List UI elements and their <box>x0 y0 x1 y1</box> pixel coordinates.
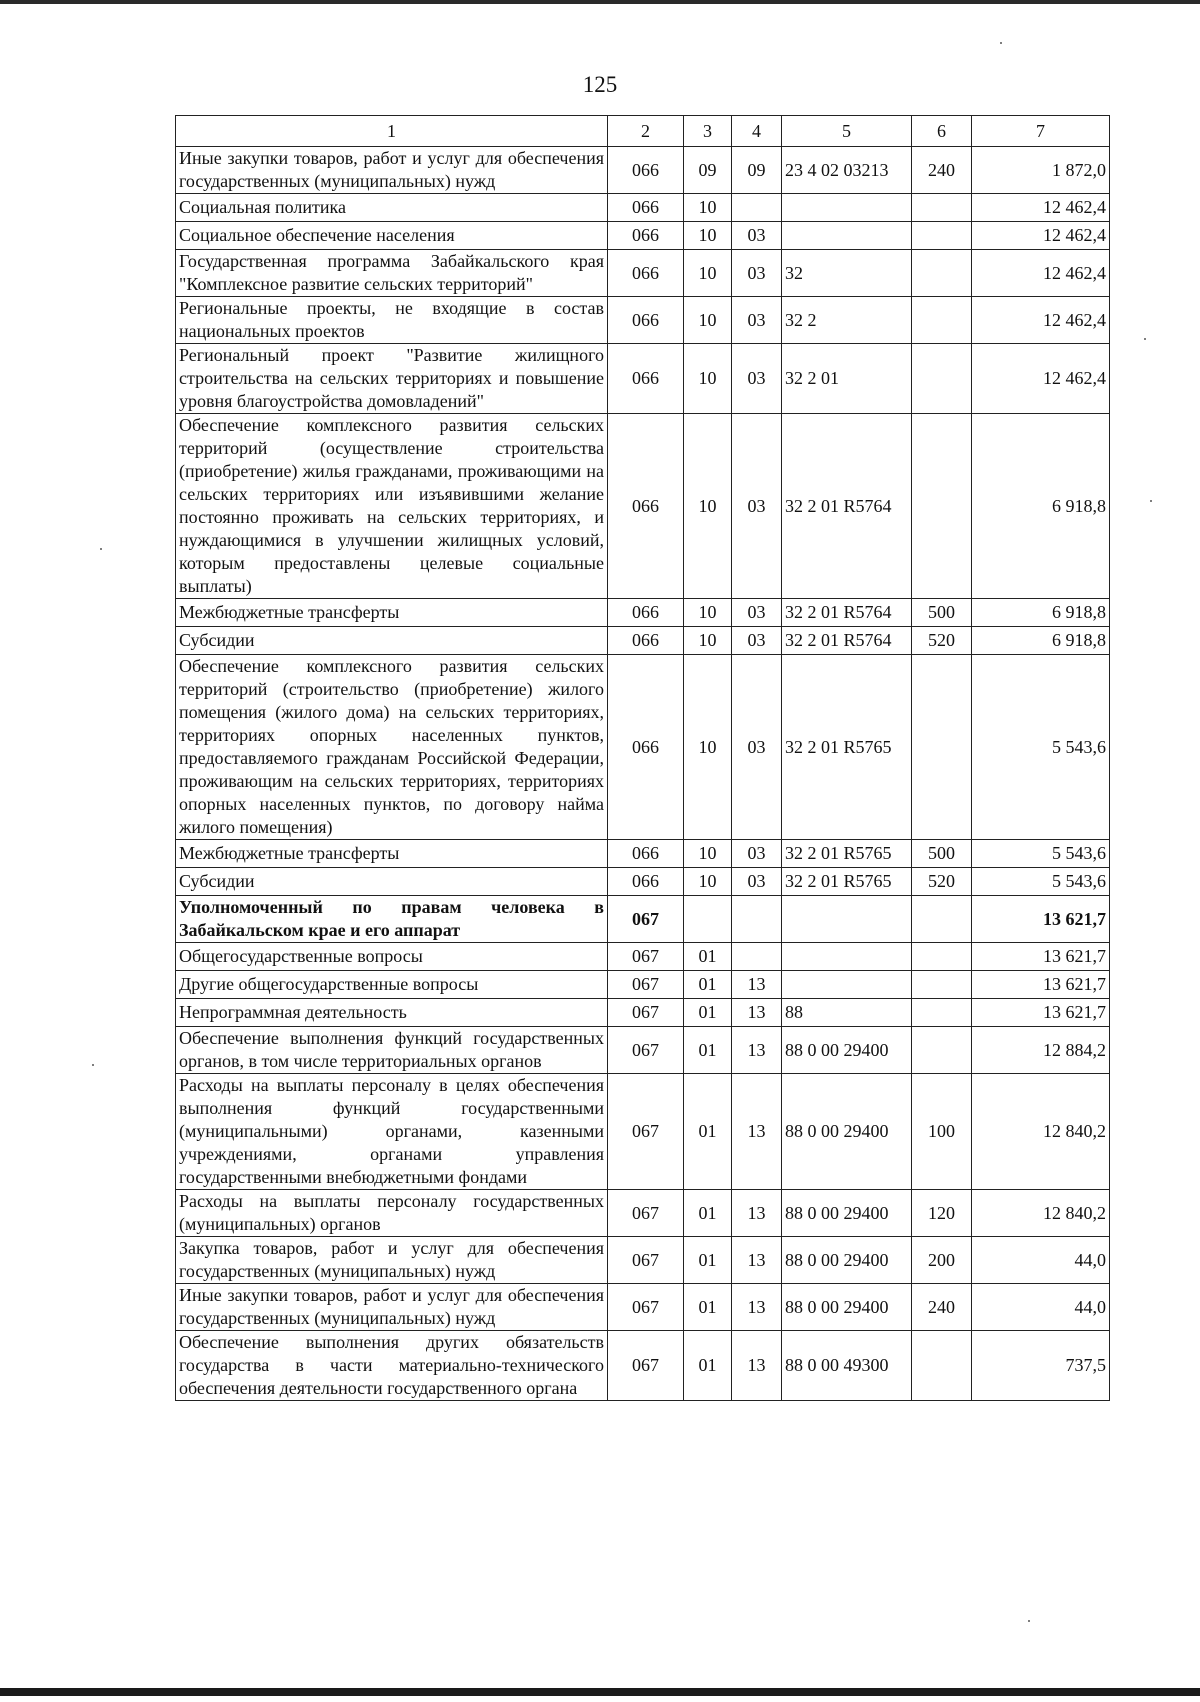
row-col3-cell: 01 <box>684 1027 732 1074</box>
row-col5-cell: 88 0 00 29400 <box>782 1190 912 1237</box>
row-col3-cell: 01 <box>684 1331 732 1401</box>
row-col2-cell: 066 <box>608 868 684 896</box>
table-row <box>176 297 1110 344</box>
table-body <box>176 147 1110 1401</box>
row-col2-cell: 066 <box>608 147 684 194</box>
row-col3-cell: 01 <box>684 999 732 1027</box>
scan-top-border <box>0 0 1200 4</box>
row-name-cell: Уполномоченный по правам человека в Забайкальском крае и его аппарат <box>176 896 608 943</box>
table-row <box>176 999 1110 1027</box>
row-col2-cell: 067 <box>608 999 684 1027</box>
row-col4-cell: 03 <box>732 599 782 627</box>
row-col5-cell: 88 <box>782 999 912 1027</box>
row-col6-cell <box>912 344 972 414</box>
table-row <box>176 414 1110 599</box>
scan-speck <box>1000 42 1002 44</box>
page-number: 125 <box>582 72 618 97</box>
row-col7-cell: 12 462,4 <box>972 344 1110 414</box>
table-row <box>176 147 1110 194</box>
table-row <box>176 250 1110 297</box>
table-row <box>176 627 1110 655</box>
row-col7-cell: 12 462,4 <box>972 297 1110 344</box>
header-col-7: 7 <box>972 116 1110 147</box>
row-col6-cell: 240 <box>912 1284 972 1331</box>
table-row <box>176 868 1110 896</box>
row-col7-cell: 13 621,7 <box>972 896 1110 943</box>
row-col4-cell: 03 <box>732 297 782 344</box>
row-col2-cell: 067 <box>608 971 684 999</box>
row-col7-cell: 1 872,0 <box>972 147 1110 194</box>
row-name-cell: Непрограммная деятельность <box>176 999 608 1027</box>
row-col6-cell: 520 <box>912 627 972 655</box>
row-col5-cell: 32 2 01 R5764 <box>782 599 912 627</box>
row-col7-cell: 6 918,8 <box>972 414 1110 599</box>
row-col4-cell: 13 <box>732 971 782 999</box>
row-col5-cell: 88 0 00 49300 <box>782 1331 912 1401</box>
row-col2-cell: 066 <box>608 222 684 250</box>
scan-speck <box>1150 500 1152 502</box>
row-col5-cell: 32 2 01 R5764 <box>782 627 912 655</box>
row-col5-cell: 32 2 01 <box>782 344 912 414</box>
row-col5-cell: 88 0 00 29400 <box>782 1074 912 1190</box>
row-col3-cell: 10 <box>684 599 732 627</box>
row-col4-cell: 13 <box>732 1074 782 1190</box>
row-name-cell: Общегосударственные вопросы <box>176 943 608 971</box>
row-col2-cell: 067 <box>608 1284 684 1331</box>
table-row <box>176 1331 1110 1401</box>
row-name-cell: Социальная политика <box>176 194 608 222</box>
table-header <box>176 116 1110 147</box>
table-row <box>176 194 1110 222</box>
row-col6-cell <box>912 943 972 971</box>
row-col6-cell <box>912 1331 972 1401</box>
row-name-cell: Другие общегосударственные вопросы <box>176 971 608 999</box>
row-col3-cell: 10 <box>684 868 732 896</box>
row-col6-cell: 120 <box>912 1190 972 1237</box>
header-col-6: 6 <box>912 116 972 147</box>
row-col2-cell: 066 <box>608 627 684 655</box>
row-col7-cell: 12 462,4 <box>972 194 1110 222</box>
row-col7-cell: 13 621,7 <box>972 971 1110 999</box>
row-col4-cell: 13 <box>732 999 782 1027</box>
row-col7-cell: 12 462,4 <box>972 222 1110 250</box>
row-col4-cell: 13 <box>732 1190 782 1237</box>
row-col4-cell: 03 <box>732 840 782 868</box>
row-col7-cell: 13 621,7 <box>972 943 1110 971</box>
row-col4-cell: 13 <box>732 1027 782 1074</box>
row-name-cell: Субсидии <box>176 627 608 655</box>
table-row <box>176 1190 1110 1237</box>
table-row <box>176 943 1110 971</box>
header-col-1: 1 <box>176 116 608 147</box>
row-col2-cell: 066 <box>608 344 684 414</box>
row-col2-cell: 067 <box>608 1331 684 1401</box>
row-name-cell: Межбюджетные трансферты <box>176 599 608 627</box>
row-col5-cell: 32 2 01 R5765 <box>782 655 912 840</box>
row-col2-cell: 066 <box>608 194 684 222</box>
budget-table <box>175 115 1110 1401</box>
row-col3-cell: 10 <box>684 414 732 599</box>
row-col7-cell: 12 840,2 <box>972 1190 1110 1237</box>
header-row <box>176 116 1110 147</box>
row-col6-cell <box>912 655 972 840</box>
row-name-cell: Социальное обеспечение населения <box>176 222 608 250</box>
row-col3-cell: 10 <box>684 297 732 344</box>
row-col5-cell <box>782 194 912 222</box>
row-col2-cell: 067 <box>608 1074 684 1190</box>
row-col7-cell: 6 918,8 <box>972 599 1110 627</box>
row-col6-cell <box>912 297 972 344</box>
table-row <box>176 655 1110 840</box>
row-col7-cell: 44,0 <box>972 1237 1110 1284</box>
row-col3-cell <box>684 896 732 943</box>
row-col5-cell: 32 2 01 R5764 <box>782 414 912 599</box>
table-row <box>176 1284 1110 1331</box>
row-col7-cell: 13 621,7 <box>972 999 1110 1027</box>
row-name-cell: Иные закупки товаров, работ и услуг для обеспечения государственных (муниципальных) нужд <box>176 147 608 194</box>
row-col5-cell: 32 2 01 R5765 <box>782 840 912 868</box>
row-col2-cell: 066 <box>608 414 684 599</box>
row-col2-cell: 067 <box>608 1190 684 1237</box>
row-col4-cell <box>732 943 782 971</box>
row-col6-cell: 500 <box>912 840 972 868</box>
row-name-cell: Расходы на выплаты персоналу в целях обеспечения выполнения функций государственными (муниципальными) органами, казенными учреждениями, органами управления государственными внебюджетными фондами <box>176 1074 608 1190</box>
row-col3-cell: 10 <box>684 250 732 297</box>
row-col4-cell: 03 <box>732 414 782 599</box>
row-col2-cell: 066 <box>608 840 684 868</box>
row-col3-cell: 10 <box>684 344 732 414</box>
row-col5-cell <box>782 971 912 999</box>
row-col5-cell <box>782 896 912 943</box>
row-col3-cell: 10 <box>684 194 732 222</box>
table-row <box>176 599 1110 627</box>
table-row <box>176 896 1110 943</box>
row-col5-cell: 88 0 00 29400 <box>782 1027 912 1074</box>
row-col6-cell <box>912 194 972 222</box>
row-col6-cell <box>912 250 972 297</box>
row-col7-cell: 44,0 <box>972 1284 1110 1331</box>
table-row <box>176 1074 1110 1190</box>
row-col4-cell: 09 <box>732 147 782 194</box>
row-col5-cell: 88 0 00 29400 <box>782 1284 912 1331</box>
row-col3-cell: 10 <box>684 840 732 868</box>
row-col3-cell: 01 <box>684 1284 732 1331</box>
row-col6-cell <box>912 971 972 999</box>
header-col-4: 4 <box>732 116 782 147</box>
row-col4-cell: 03 <box>732 868 782 896</box>
row-col4-cell <box>732 896 782 943</box>
row-name-cell: Обеспечение выполнения функций государственных органов, в том числе территориальных органов <box>176 1027 608 1074</box>
row-col5-cell: 23 4 02 03213 <box>782 147 912 194</box>
row-col6-cell <box>912 1027 972 1074</box>
row-col3-cell: 10 <box>684 222 732 250</box>
row-col5-cell <box>782 222 912 250</box>
row-name-cell: Региональный проект "Развитие жилищного строительства на сельских территориях и повышение уровня благоустройства домовладений" <box>176 344 608 414</box>
row-col6-cell <box>912 222 972 250</box>
row-col3-cell: 01 <box>684 1190 732 1237</box>
row-name-cell: Расходы на выплаты персоналу государственных (муниципальных) органов <box>176 1190 608 1237</box>
row-col4-cell: 03 <box>732 250 782 297</box>
row-col3-cell: 10 <box>684 627 732 655</box>
row-col7-cell: 5 543,6 <box>972 655 1110 840</box>
row-col2-cell: 066 <box>608 250 684 297</box>
row-col4-cell: 03 <box>732 627 782 655</box>
header-col-2: 2 <box>608 116 684 147</box>
row-col7-cell: 12 840,2 <box>972 1074 1110 1190</box>
row-name-cell: Региональные проекты, не входящие в состав национальных проектов <box>176 297 608 344</box>
row-col5-cell: 32 2 <box>782 297 912 344</box>
row-col7-cell: 12 884,2 <box>972 1027 1110 1074</box>
row-col6-cell <box>912 896 972 943</box>
row-name-cell: Закупка товаров, работ и услуг для обеспечения государственных (муниципальных) нужд <box>176 1237 608 1284</box>
table-row <box>176 1027 1110 1074</box>
table-row <box>176 222 1110 250</box>
table-row <box>176 1237 1110 1284</box>
row-col7-cell: 5 543,6 <box>972 840 1110 868</box>
scan-speck <box>100 548 102 550</box>
row-col6-cell <box>912 999 972 1027</box>
row-col4-cell: 13 <box>732 1237 782 1284</box>
row-col2-cell: 066 <box>608 655 684 840</box>
table-row <box>176 971 1110 999</box>
row-name-cell: Иные закупки товаров, работ и услуг для обеспечения государственных (муниципальных) нужд <box>176 1284 608 1331</box>
row-name-cell: Субсидии <box>176 868 608 896</box>
row-col2-cell: 066 <box>608 599 684 627</box>
row-col3-cell: 01 <box>684 1074 732 1190</box>
row-col7-cell: 12 462,4 <box>972 250 1110 297</box>
row-col6-cell: 200 <box>912 1237 972 1284</box>
row-col4-cell: 13 <box>732 1284 782 1331</box>
row-col6-cell: 240 <box>912 147 972 194</box>
row-col3-cell: 01 <box>684 943 732 971</box>
row-col7-cell: 5 543,6 <box>972 868 1110 896</box>
row-col5-cell <box>782 943 912 971</box>
row-col5-cell: 88 0 00 29400 <box>782 1237 912 1284</box>
table-row <box>176 840 1110 868</box>
row-col7-cell: 737,5 <box>972 1331 1110 1401</box>
row-col6-cell: 520 <box>912 868 972 896</box>
row-name-cell: Обеспечение комплексного развития сельских территорий (строительство (приобретение) жилого помещения (жилого дома) на сельских территориях, территориях опорных населенных пунктов, предоставляемого гражданам Российской Федерации, проживающим на сельских территориях, территориях опорных населенных пунктов, по договору найма жилого помещения) <box>176 655 608 840</box>
row-name-cell: Обеспечение комплексного развития сельских территорий (осуществление строительства (приобретение) жилья гражданами, проживающими на сельских территориях или изъявившими желание постоянно проживать на сельских территориях, и нуждающимися в улучшении жилищных условий, которым предоставлены целевые социальные выплаты) <box>176 414 608 599</box>
table-row <box>176 344 1110 414</box>
scan-speck <box>92 1064 94 1066</box>
scan-speck <box>1028 1620 1030 1622</box>
row-col3-cell: 10 <box>684 655 732 840</box>
scan-bottom-border <box>0 1688 1200 1696</box>
row-col4-cell: 03 <box>732 344 782 414</box>
header-col-3: 3 <box>684 116 732 147</box>
row-col3-cell: 09 <box>684 147 732 194</box>
row-col2-cell: 066 <box>608 297 684 344</box>
row-col2-cell: 067 <box>608 1027 684 1074</box>
scan-speck <box>1144 338 1146 340</box>
row-col7-cell: 6 918,8 <box>972 627 1110 655</box>
row-col2-cell: 067 <box>608 1237 684 1284</box>
row-col3-cell: 01 <box>684 971 732 999</box>
row-col4-cell: 03 <box>732 655 782 840</box>
row-col2-cell: 067 <box>608 896 684 943</box>
row-col3-cell: 01 <box>684 1237 732 1284</box>
row-col6-cell: 100 <box>912 1074 972 1190</box>
row-col4-cell: 13 <box>732 1331 782 1401</box>
row-col4-cell: 03 <box>732 222 782 250</box>
row-col6-cell: 500 <box>912 599 972 627</box>
row-col5-cell: 32 2 01 R5765 <box>782 868 912 896</box>
header-col-5: 5 <box>782 116 912 147</box>
row-name-cell: Обеспечение выполнения других обязательств государства в части материально-технического обеспечения деятельности государственного органа <box>176 1331 608 1401</box>
row-col4-cell <box>732 194 782 222</box>
row-name-cell: Государственная программа Забайкальского края "Комплексное развитие сельских территорий" <box>176 250 608 297</box>
row-col6-cell <box>912 414 972 599</box>
row-name-cell: Межбюджетные трансферты <box>176 840 608 868</box>
row-col5-cell: 32 <box>782 250 912 297</box>
row-col2-cell: 067 <box>608 943 684 971</box>
